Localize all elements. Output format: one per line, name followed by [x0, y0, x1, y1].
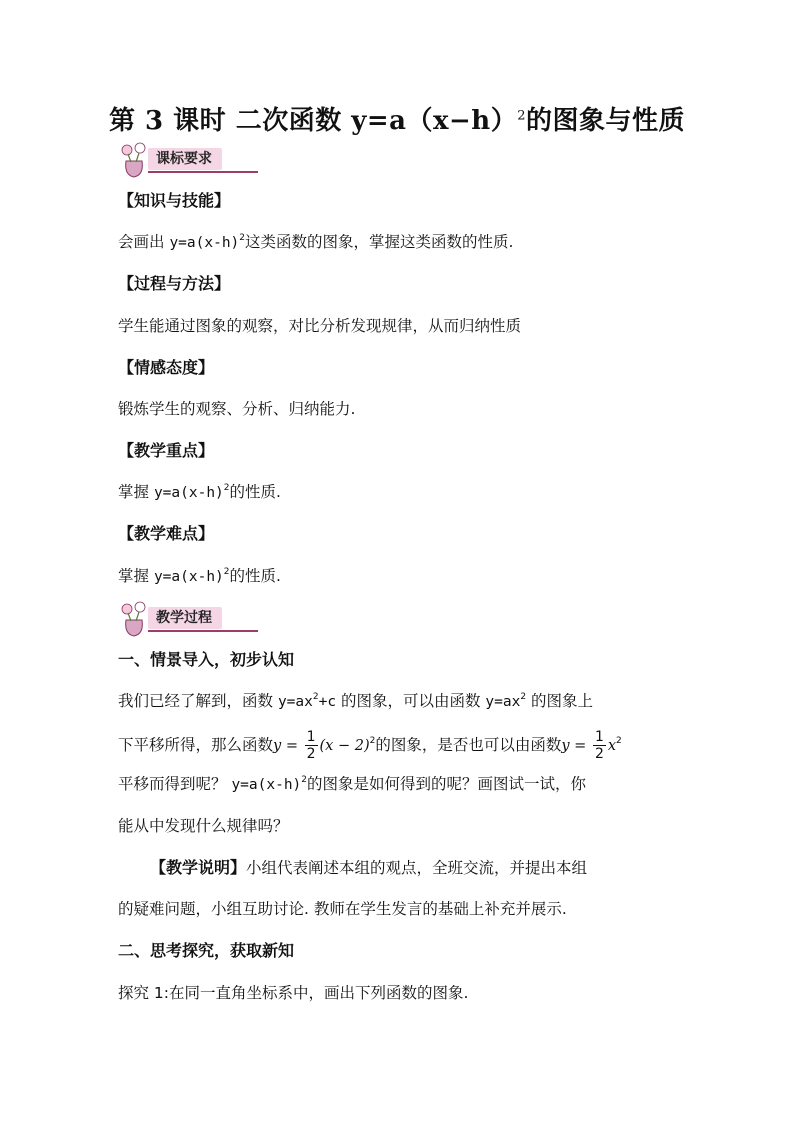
section1-line3: 平移而得到呢？ $y=a(x-h)^2$的图象是如何得到的呢？画图试一试，你 — [118, 775, 587, 793]
process-badge-label: 教学过程 — [148, 607, 222, 629]
key-point-text: 掌握 $y=a(x-h)^2$的性质. — [118, 483, 281, 501]
teaching-note-line1: 【教学说明】小组代表阐述本组的观点，全班交流，并提出本组 — [150, 858, 588, 877]
fraction-half-1: $\frac{1}{2}$ — [306, 729, 316, 762]
section1-line2: 下平移所得，那么函数y = $\frac{1}{2}$ $(x - 2)^2$的图象，是否也可以由函数y = $\frac{1}{2}$ $x^2$ — [118, 729, 622, 762]
section1-heading: 一、情景导入，初步认知 — [118, 650, 295, 669]
emotion-text: 锻炼学生的观察、分析、归纳能力. — [118, 400, 356, 418]
curriculum-badge — [118, 141, 248, 181]
flower-vase-icon — [118, 141, 152, 179]
difficulty-heading: 【教学难点】 — [118, 524, 215, 543]
process-badge — [118, 600, 248, 640]
emotion-heading: 【情感态度】 — [118, 358, 215, 377]
knowledge-text: 会画出 $y=a(x-h)^2$这类函数的图象，掌握这类函数的性质. — [118, 233, 514, 251]
title-exponent: 2 — [517, 108, 526, 124]
title-tail: 的图象与性质 — [526, 106, 686, 136]
process-text: 学生能通过图象的观察，对比分析发现规律，从而归纳性质 — [118, 317, 522, 335]
difficulty-text: 掌握 $y=a(x-h)^2$的性质. — [118, 567, 281, 585]
title-main: 第 3 课时 二次函数 y=a（x−h） — [108, 106, 518, 136]
process-badge-underline — [148, 630, 258, 632]
explore1-text: 探究 1:在同一直角坐标系中，画出下列函数的图象. — [118, 984, 469, 1002]
fraction-half-2: $\frac{1}{2}$ — [594, 729, 604, 762]
page-title — [0, 100, 794, 137]
section1-line1: 我们已经了解到，函数 $y=ax^2+c$ 的图象，可以由函数 $y=ax^2$ 的图象上 — [118, 692, 594, 710]
key-point-heading: 【教学重点】 — [118, 441, 215, 460]
curriculum-badge-label: 课标要求 — [148, 148, 222, 170]
flower-vase-icon — [118, 600, 152, 638]
process-heading: 【过程与方法】 — [118, 274, 231, 293]
knowledge-heading: 【知识与技能】 — [118, 191, 231, 210]
section1-line4: 能从中发现什么规律吗？ — [118, 817, 289, 835]
curriculum-badge-underline — [148, 171, 258, 173]
section2-heading: 二、思考探究，获取新知 — [118, 941, 295, 960]
teaching-note-line2: 的疑难问题，小组互助讨论. 教师在学生发言的基础上补充并展示. — [118, 900, 567, 918]
